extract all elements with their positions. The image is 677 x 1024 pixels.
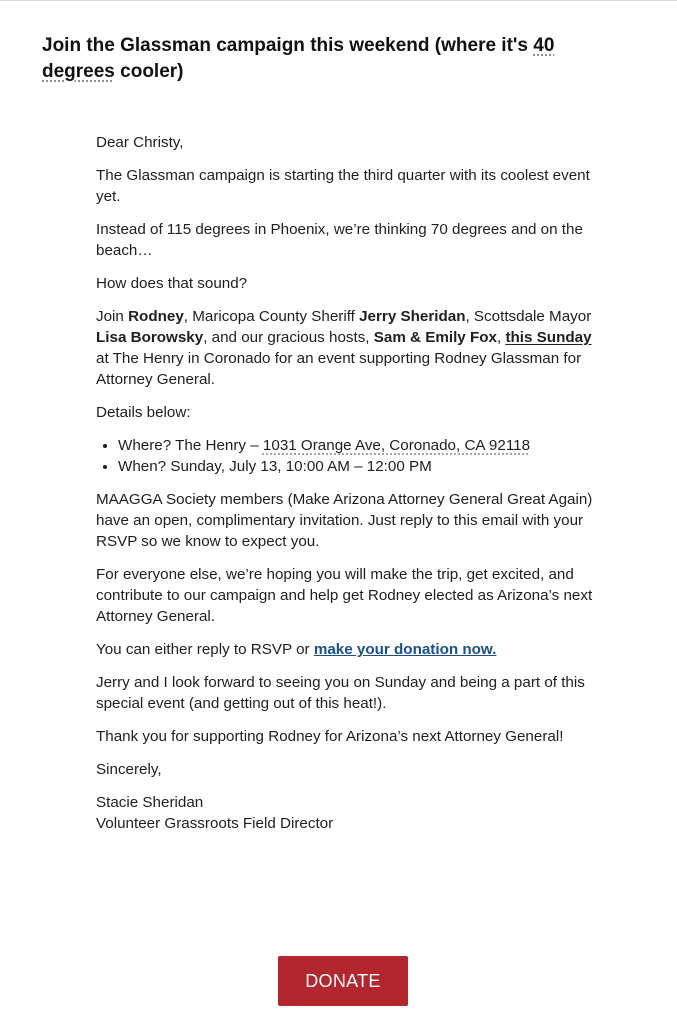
greeting: Dear Christy, bbox=[96, 134, 184, 151]
signer-name: Stacie Sheridan bbox=[96, 794, 204, 811]
top-divider bbox=[0, 0, 677, 1]
donation-link[interactable]: make your donation now. bbox=[313, 641, 497, 658]
address-link[interactable]: 1031 Orange Ave, Coronado, CA 92118 bbox=[262, 437, 531, 454]
closing: Sincerely, bbox=[96, 761, 162, 778]
invite-mayor: Lisa Borowsky bbox=[96, 329, 204, 346]
paragraph-look-forward: Jerry and I look forward to seeing you on Sunday and being a part of this special event (and getting out of this heat!). bbox=[96, 674, 585, 712]
paragraph-rsvp bbox=[96, 639, 596, 660]
subject-text-start: Join the Glassman campaign this weekend (where it's bbox=[42, 35, 534, 56]
paragraph-maagga: MAAGGA Society members (Make Arizona Attorney General Great Again) have an open, complimentary invitation. Just reply to this email with your RSVP so we know to expect you. bbox=[96, 491, 593, 550]
rsvp-text: You can either reply to RSVP or bbox=[96, 641, 314, 658]
invite-text: , Maricopa County Sheriff bbox=[183, 308, 360, 325]
paragraph-degrees: Instead of 115 degrees in Phoenix, we’re thinking 70 degrees and on the beach… bbox=[96, 221, 583, 259]
invite-text: , bbox=[496, 329, 506, 346]
details-when: • When? Sunday, July 13, 10:00 AM – 12:00 PM bbox=[118, 456, 596, 477]
invite-hosts: Sam & Emily Fox bbox=[373, 329, 497, 346]
paragraph-intro: The Glassman campaign is starting the third quarter with its coolest event yet. bbox=[96, 167, 590, 205]
paragraph-everyone: For everyone else, we’re hoping you will make the trip, get excited, and contribute to our campaign and help get Rodney elected as Arizona’s next Attorney General. bbox=[96, 566, 593, 625]
signature bbox=[96, 792, 596, 834]
paragraph-question: How does that sound? bbox=[96, 275, 248, 292]
email-subject bbox=[42, 33, 612, 85]
donate-button[interactable]: DONATE bbox=[278, 956, 408, 1006]
email-body bbox=[96, 132, 596, 846]
invite-rodney: Rodney bbox=[128, 308, 184, 325]
details-where bbox=[118, 435, 596, 456]
details-label: Details below: bbox=[96, 404, 191, 421]
paragraph-invite bbox=[96, 306, 596, 390]
where-label: Where? The Henry – bbox=[118, 437, 263, 454]
invite-text: , Scottsdale Mayor bbox=[465, 308, 592, 325]
subject-detected-quantity[interactable]: 40 degrees bbox=[42, 35, 555, 82]
invite-text: , and our gracious hosts, bbox=[203, 329, 374, 346]
invite-text: at The Henry in Coronado for an event supporting Rodney Glassman for Attorney General. bbox=[96, 350, 582, 388]
invite-text: Join bbox=[96, 308, 129, 325]
signer-title: Volunteer Grassroots Field Director bbox=[96, 815, 334, 832]
invite-date[interactable]: this Sunday bbox=[505, 329, 592, 346]
invite-sheriff: Jerry Sheridan bbox=[359, 308, 466, 325]
subject-text-end: cooler) bbox=[114, 61, 184, 82]
paragraph-thanks: Thank you for supporting Rodney for Arizona’s next Attorney General! bbox=[96, 728, 564, 745]
details-list bbox=[96, 435, 596, 477]
